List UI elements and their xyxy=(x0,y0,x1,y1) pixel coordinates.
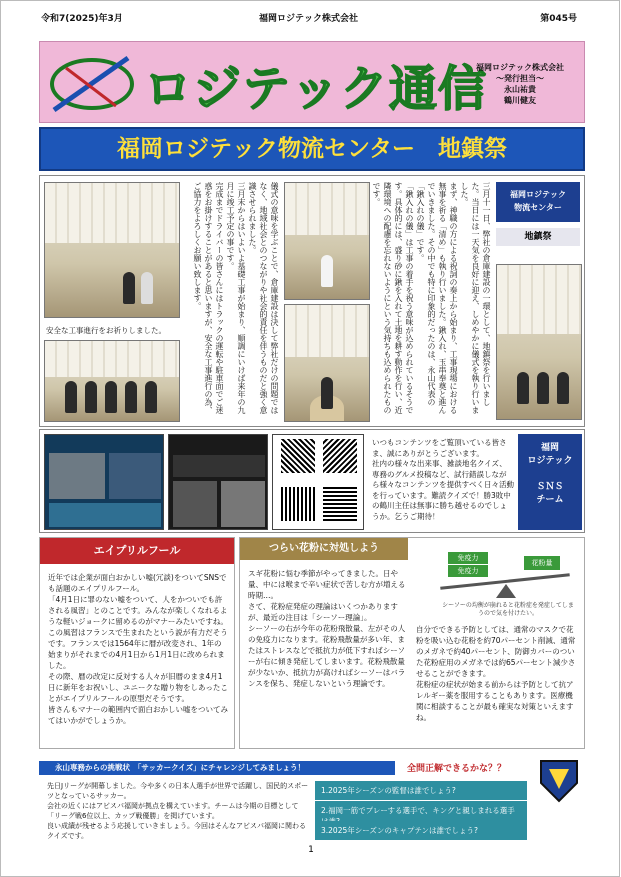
feature-paragraph: 三月十一日、弊社の倉庫建設の一環として、地鎮祭を行いました。当日には一天気を良好に迎え、しめやかに儀式を執り行いました。 xyxy=(460,182,491,414)
credit-company: 福岡ロジテック株式会社 xyxy=(476,63,564,72)
quiz-challenge: 全問正解できるかな？？ xyxy=(407,764,507,774)
quiz-question: 3.2025年シーズンのキャプテンは誰でしょう? xyxy=(315,821,527,840)
avispa-crest-icon xyxy=(537,757,581,803)
feature-title: 福岡ロジテック物流センター 地鎮祭 xyxy=(116,136,508,162)
credit-person: 永山祐貴 xyxy=(504,85,536,94)
feature-paragraph: 儀式の意味を学ぶことで、倉庫建設は決して弊社だけの問題ではなく、地域社会とのつながりや社会的責任を伴うものだと強く意識させられました。 xyxy=(248,182,279,414)
feature-side-label: 福岡ロジテック 物流センター xyxy=(496,182,580,222)
ground-breaking-photo xyxy=(284,304,370,422)
sns-description: いつもコンテンツをご覧頂いている皆さま、誠にありがとうございます。 社内の様々な出来事、雑談地名クイズ、専務のグルメ投稿など、試行錯誤しながら様々なコンテンツを提供すべく日々活動を行っています。難読クイズで！勝3敗中の鶴川主任は無事に勝ち越せるのでしょうか。乞うご期待！ xyxy=(372,438,514,521)
pollen-body-right xyxy=(416,624,578,723)
feature-paragraph: 三月末からはいよいよ基礎工事が始まり、順調にいけば来年の九月に竣工予定の事です。 xyxy=(226,182,246,414)
april-paragraph: 近年では企業が面白おかしい嘘(冗談)をついてSNSでも話題のエイプリルフール。 xyxy=(48,573,227,593)
april-paragraph: その際、暦の改定に反対する人々が旧暦のまま4月1日に新年をお祝いし、ユニークな贈り物をしあったことがエイプリルフールの原型だそうです。 xyxy=(48,672,228,703)
ceremony-photo xyxy=(44,182,180,318)
seesaw-left-label: 免疫力 xyxy=(448,552,488,564)
issue-date: 令和7(2025)年3月 xyxy=(41,14,123,24)
april-fool-heading: エイプリルフール xyxy=(40,538,234,564)
pollen-heading: つらい花粉に対処しよう xyxy=(240,538,408,560)
pollen-paragraph: さて、花粉症発症の理論はいくつかありますが、最近の注目は「シーソー理論」。 xyxy=(248,602,398,622)
masthead-banner xyxy=(39,41,585,123)
masthead-credit xyxy=(466,62,574,106)
seesaw-right-label: 花粉量 xyxy=(524,556,560,570)
masthead-title: ロジテック通信 xyxy=(144,61,488,117)
april-fool-box xyxy=(39,537,235,749)
seesaw-left-label: 免疫力 xyxy=(448,565,488,577)
credit-person: 鶴川健友 xyxy=(504,96,536,105)
photo-caption: 安全な工事進行をお祈りしました。 xyxy=(44,323,180,338)
quiz-question: 2.福岡一筋でプレーする選手で、キングと親しまれる選手 xyxy=(315,801,527,831)
feature-text-col-right xyxy=(372,182,492,420)
quiz-section xyxy=(39,761,585,843)
tent-interior-photo xyxy=(496,264,582,420)
seesaw-fulcrum-icon xyxy=(496,584,516,598)
sns-side-label: 福岡 ロジテック ＳＮＳ チーム xyxy=(518,434,582,530)
shinto-priest-photo xyxy=(284,182,370,300)
feature-section xyxy=(39,175,585,427)
pollen-paragraph: 自分でできる予防としては、通常のマスクで花粉を吸い込む花粉を約70パーセント削減、通常のメガネで約40パーセント、防御カバーのついた花粉症用のメガネでは約65パーセント減少させることができます。 xyxy=(416,625,576,678)
quiz-intro xyxy=(47,781,309,841)
feature-text-col-left xyxy=(186,182,280,420)
quiz-title: 永山専務からの挑戦状 「サッカークイズ」にチャレンジしてみましょう！ xyxy=(39,761,395,775)
april-paragraph: 「4月1日に罪のない嘘をついて、人をかついでも許される風習」とのことです。みんなが楽しくなれるような軽いジョークに留めるのがマナーみたいですね。 xyxy=(48,595,228,626)
company-logo-icon xyxy=(46,48,138,118)
sns-screenshot-youtube xyxy=(44,434,164,530)
pollen-paragraph: 花粉症の症状が始まる前からは予防として抗アレルギー薬を服用することもあります。医療機関に相談することが最も確実な対策といえますね。 xyxy=(416,680,574,722)
seesaw-caption: シーソーの均衡が崩れると花粉症を発症してしまうので気を付けたい。 xyxy=(442,602,574,617)
sns-screenshot-instagram xyxy=(168,434,268,530)
feature-paragraph: 「鍬入れの儀」は工事の着手を祝う意味が込められているそうです。具体的には、盛り砂に鍬を入れて土地を耕す動作を行い、近隣環境への配慮を忘れないようにという気持ちも込められたものです。 xyxy=(372,182,414,414)
feature-paragraph: 完成までドライバーの皆さんにはトラックの運転や駐車面でご迷惑をお掛けすることがあると思いますが、安全な工事進行の為、ご協力をよろしくお願い致します。 xyxy=(193,182,224,414)
sns-section xyxy=(39,429,585,533)
feature-paragraph: まず、神職の方による祝詞の奏上から始まり、工事現場における無事を祈る「清め」も執り行いました。鍬入れ、玉串奉奠と進んでいきました。その中でも特に印象的だったのは、永山代表の「鍬入れの儀」です。 xyxy=(416,182,458,414)
sns-qr-codes xyxy=(272,434,364,530)
issue-number: 第045号 xyxy=(540,14,577,24)
pollen-body-left xyxy=(248,568,406,689)
page-number: 1 xyxy=(308,845,314,855)
april-paragraph: 皆さんもマナーの範囲内で面白おかしい嘘をついてみてはいかがでしょうか。 xyxy=(48,705,228,725)
header-company: 福岡ロジテック株式会社 xyxy=(259,14,359,24)
feature-title-bar xyxy=(39,127,585,171)
attendees-photo xyxy=(44,340,180,422)
quiz-intro-paragraph: 良い成績が残せるよう応援していきましょう。今回はそんなアビスパ福岡に関わるクイズです。 xyxy=(47,822,306,840)
april-paragraph: この風習はフランスで生まれたという説が有力だそうです。フランスでは1564年に暦が改変され、1年の始まりがそれまでの4月1日から1月1日に改められました。 xyxy=(48,628,228,670)
quiz-intro-paragraph: 先日Jリーグが開幕しました。今や多くの日本人選手が世界で活躍し、国民的スポーツとなっているサッカー。 xyxy=(47,782,309,800)
quiz-intro-paragraph: 会社の近くにはアビスパ福岡が拠点を構えています。チームは今期の目標として「リーグ戦6位以上、カップ戦優勝」を掲げています。 xyxy=(47,802,299,820)
credit-role: ～発行担当～ xyxy=(496,74,544,83)
quiz-question: 1.2025年シーズンの監督は誰でしょう? xyxy=(315,781,527,800)
pollen-box xyxy=(239,537,585,749)
feature-side-tag: 地鎮祭 xyxy=(496,228,580,246)
pollen-paragraph: スギ花粉に悩む季節がやってきました。日や量、中には喉まで辛い症状で苦しむ方が増える時期…。 xyxy=(248,569,406,600)
pollen-paragraph: シーソーの右が今年の花粉飛散量、左がその人の免疫力になります。花粉飛散量が多い年、またはストレスなどで抵抗力が低下すればシーソーが右に傾き発症してしまいます。花粉飛散量が少ないか、抵抗力が高ければシーソーはバランスを保ち、発症しないという理論です。 xyxy=(248,624,406,688)
april-fool-body xyxy=(48,572,228,726)
